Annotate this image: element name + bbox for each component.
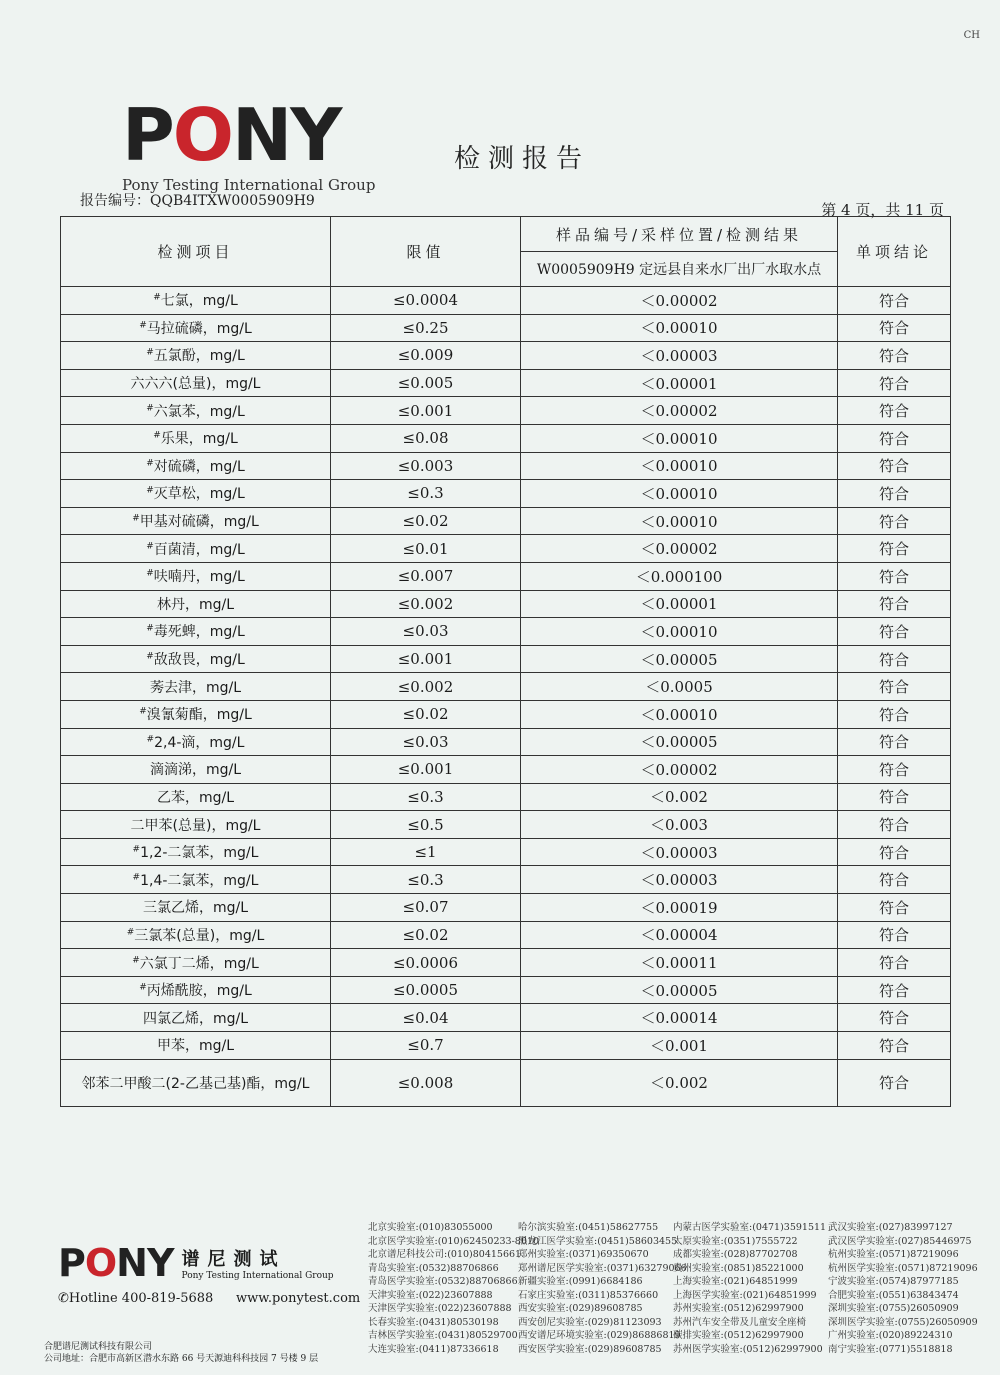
cnas-mark: # xyxy=(153,430,161,441)
cell-limit: ≤0.002 xyxy=(331,590,521,618)
cnas-mark: # xyxy=(146,734,155,745)
item-name: 敌敌畏，mg/L xyxy=(153,652,245,669)
lab-entry: 上海实验室:(021)64851999 xyxy=(673,1276,798,1287)
corner-mark: CH xyxy=(963,30,980,41)
cell-limit: ≤0.008 xyxy=(331,1059,521,1106)
lab-entry: 青岛医学实验室:(0532)88706866 xyxy=(368,1276,518,1287)
table-row xyxy=(61,838,951,866)
cell-item xyxy=(61,287,331,315)
cell-verdict: 符合 xyxy=(838,756,951,784)
report-title: 检测报告 xyxy=(454,144,591,174)
lab-entry: 贵州实验室:(0851)85221000 xyxy=(673,1262,804,1274)
hotline: ✆Hotline 400-819-5688 xyxy=(58,1291,214,1306)
lab-entry: 吉林医学实验室:(0431)80529700 xyxy=(368,1330,518,1341)
cell-verdict: 符合 xyxy=(838,1032,951,1060)
footer-en-name: Pony Testing International Group xyxy=(181,1271,334,1281)
logo-letter-o: O xyxy=(172,93,232,177)
lab-entry: 苏州汽车安全带及儿童安全座椅 xyxy=(673,1316,807,1328)
lab-entry: 北京实验室:(010)83055000 xyxy=(368,1222,493,1233)
header-limit: 限值 xyxy=(331,217,521,287)
cell-verdict: 符合 xyxy=(838,562,951,590)
lab-entry: 西安创尼实验室:(029)81123093 xyxy=(518,1316,662,1328)
cell-limit: ≤0.3 xyxy=(331,866,521,894)
table-row xyxy=(61,1059,951,1106)
cell-result: ＜0.00003 xyxy=(521,342,838,370)
table-row xyxy=(61,700,951,728)
item-name: 七氯，mg/L xyxy=(160,293,238,310)
table-row xyxy=(61,756,951,784)
cell-result: ＜0.00005 xyxy=(521,728,838,756)
table-row xyxy=(61,921,951,949)
item-name: 邻苯二甲酸二(2-乙基己基)酯，mg/L xyxy=(81,1075,310,1092)
cell-result: ＜0.00010 xyxy=(521,618,838,646)
lab-entry: 广州实验室:(020)89224310 xyxy=(828,1330,953,1341)
lab-entry: 内蒙古医学实验室:(0471)3591511 xyxy=(673,1222,827,1233)
cell-limit: ≤0.02 xyxy=(331,921,521,949)
cell-verdict: 符合 xyxy=(838,976,951,1004)
cell-limit: ≤0.02 xyxy=(331,700,521,728)
item-name: 毒死蜱，mg/L xyxy=(153,624,245,641)
cell-result: ＜0.00005 xyxy=(521,645,838,673)
header-sample-group: 样品编号/采样位置/检测结果 xyxy=(521,217,838,252)
lab-entry: 苏州实验室:(0512)62997900 xyxy=(673,1303,804,1314)
cell-verdict: 符合 xyxy=(838,507,951,535)
cell-verdict: 符合 xyxy=(838,314,951,342)
cell-verdict: 符合 xyxy=(838,645,951,673)
cell-item xyxy=(61,535,331,563)
cell-result: ＜0.00002 xyxy=(521,756,838,784)
cell-verdict: 符合 xyxy=(838,424,951,452)
cell-result: ＜0.00019 xyxy=(521,894,838,922)
company-address: 公司地址：合肥市高新区潜水东路 66 号天源迪科科技园 7 号楼 9 层 xyxy=(44,1354,319,1364)
item-name: 1,2-二氯苯，mg/L xyxy=(140,845,259,862)
item-name: 灭草松，mg/L xyxy=(153,486,245,503)
cell-item xyxy=(61,562,331,590)
lab-entry: 深圳实验室:(0755)26050909 xyxy=(828,1303,959,1314)
footer-logo xyxy=(58,1241,334,1285)
cell-verdict: 符合 xyxy=(838,1059,951,1106)
cell-result: ＜0.003 xyxy=(521,811,838,839)
cell-limit: ≤0.009 xyxy=(331,342,521,370)
cell-result: ＜0.00010 xyxy=(521,452,838,480)
pony-logo xyxy=(122,93,392,194)
cell-result: ＜0.00010 xyxy=(521,424,838,452)
lab-entry: 大连实验室:(0411)87336618 xyxy=(368,1343,499,1355)
cell-limit: ≤0.3 xyxy=(331,783,521,811)
cell-verdict: 符合 xyxy=(838,342,951,370)
cnas-mark: # xyxy=(146,347,154,358)
table-row xyxy=(61,287,951,315)
cell-result: ＜0.0005 xyxy=(521,673,838,701)
footer-logo-ny: NY xyxy=(116,1241,174,1285)
lab-entry: 天津医学实验室:(022)23607888 xyxy=(368,1303,512,1314)
cell-limit: ≤0.003 xyxy=(331,452,521,480)
cell-verdict: 符合 xyxy=(838,894,951,922)
item-name: 三氯乙烯，mg/L xyxy=(142,900,249,917)
cnas-mark: # xyxy=(139,982,147,993)
cell-limit: ≤1 xyxy=(331,838,521,866)
cell-item xyxy=(61,811,331,839)
lab-directory xyxy=(368,1221,988,1356)
cell-item xyxy=(61,838,331,866)
item-name: 四氯乙烯，mg/L xyxy=(142,1010,249,1027)
item-name: 百菌清，mg/L xyxy=(153,541,245,558)
footer-logo-o: O xyxy=(84,1241,117,1285)
page-indicator: 第 4 页，共 11 页 xyxy=(821,201,944,219)
cell-result: ＜0.00002 xyxy=(521,287,838,315)
table-row xyxy=(61,1032,951,1060)
table-row xyxy=(61,369,951,397)
cell-limit: ≤0.0006 xyxy=(331,949,521,977)
footer-cn-name: 谱尼测试 xyxy=(181,1249,286,1270)
table-row xyxy=(61,590,951,618)
table-row xyxy=(61,562,951,590)
header-verdict: 单项结论 xyxy=(838,217,951,287)
table-row xyxy=(61,783,951,811)
cell-limit: ≤0.03 xyxy=(331,728,521,756)
item-name: 六六六(总量)，mg/L xyxy=(130,376,261,393)
cell-item xyxy=(61,673,331,701)
cell-result: ＜0.00010 xyxy=(521,480,838,508)
table-row xyxy=(61,866,951,894)
cnas-mark: # xyxy=(126,927,135,938)
cell-limit: ≤0.001 xyxy=(331,645,521,673)
cell-limit: ≤0.7 xyxy=(331,1032,521,1060)
cell-limit: ≤0.01 xyxy=(331,535,521,563)
cell-result: ＜0.00014 xyxy=(521,1004,838,1032)
item-name: 五氯酚，mg/L xyxy=(153,348,245,365)
item-name: 对硫磷，mg/L xyxy=(153,458,245,475)
table-row xyxy=(61,949,951,977)
lab-entry: 杭州医学实验室:(0571)87219096 xyxy=(828,1262,978,1274)
cell-verdict: 符合 xyxy=(838,949,951,977)
cell-result: ＜0.00010 xyxy=(521,314,838,342)
cell-limit: ≤0.007 xyxy=(331,562,521,590)
cell-limit: ≤0.0005 xyxy=(331,976,521,1004)
cell-result: ＜0.000100 xyxy=(521,562,838,590)
cnas-mark: # xyxy=(132,872,141,883)
cell-result: ＜0.00010 xyxy=(521,700,838,728)
cell-limit: ≤0.03 xyxy=(331,618,521,646)
lab-entry: 石家庄实验室:(0311)85376660 xyxy=(518,1289,659,1301)
lab-entry: 郑州谱尼医学实验室:(0371)63279066 xyxy=(518,1262,687,1274)
cell-result: ＜0.00002 xyxy=(521,397,838,425)
logo-letters-ny: NY xyxy=(232,93,341,177)
cell-result: ＜0.00010 xyxy=(521,507,838,535)
lab-entry: 深圳医学实验室:(0755)26050909 xyxy=(828,1316,978,1328)
cell-limit: ≤0.25 xyxy=(331,314,521,342)
cell-verdict: 符合 xyxy=(838,811,951,839)
logo-subtitle: Pony Testing International Group xyxy=(122,176,376,194)
cell-verdict: 符合 xyxy=(838,921,951,949)
cnas-mark: # xyxy=(153,292,161,303)
table-row xyxy=(61,673,951,701)
cell-item xyxy=(61,1004,331,1032)
logo-letter-p: P xyxy=(122,93,173,177)
table-row xyxy=(61,342,951,370)
cell-item xyxy=(61,1059,331,1106)
cell-item xyxy=(61,976,331,1004)
item-name: 六氯丁二烯，mg/L xyxy=(139,955,259,972)
cell-item xyxy=(61,507,331,535)
cell-limit: ≤0.3 xyxy=(331,480,521,508)
lab-entry: 新疆实验室:(0991)6684186 xyxy=(518,1276,643,1287)
cnas-mark: # xyxy=(132,844,141,855)
cell-verdict: 符合 xyxy=(838,480,951,508)
cell-verdict: 符合 xyxy=(838,1004,951,1032)
cell-result: ＜0.001 xyxy=(521,1032,838,1060)
table-row xyxy=(61,618,951,646)
cell-item xyxy=(61,1032,331,1060)
cell-limit: ≤0.005 xyxy=(331,369,521,397)
cnas-mark: # xyxy=(146,403,154,414)
cell-verdict: 符合 xyxy=(838,618,951,646)
table-row xyxy=(61,976,951,1004)
lab-entry: 青岛实验室:(0532)88706866 xyxy=(368,1262,499,1274)
item-name: 林丹，mg/L xyxy=(156,596,235,613)
lab-entry: 合肥实验室:(0551)63843474 xyxy=(828,1289,959,1301)
cell-item xyxy=(61,949,331,977)
cell-item xyxy=(61,314,331,342)
cell-verdict: 符合 xyxy=(838,452,951,480)
lab-entry: 西安实验室:(029)89608785 xyxy=(518,1303,643,1314)
website-link[interactable]: www.ponytest.com xyxy=(236,1291,361,1306)
cell-item xyxy=(61,480,331,508)
item-name: 2,4-滴，mg/L xyxy=(154,734,245,751)
item-name: 甲苯，mg/L xyxy=(156,1038,235,1055)
cell-result: ＜0.00005 xyxy=(521,976,838,1004)
lab-entry: 黑龙江医学实验室:(0451)58603455 xyxy=(518,1235,678,1247)
lab-entry: 天津实验室:(022)23607888 xyxy=(368,1289,493,1301)
cell-limit: ≤0.001 xyxy=(331,756,521,784)
cell-verdict: 符合 xyxy=(838,838,951,866)
cnas-mark: # xyxy=(146,623,154,634)
cell-item xyxy=(61,452,331,480)
cell-item xyxy=(61,369,331,397)
footer xyxy=(0,1215,1000,1375)
cell-result: ＜0.002 xyxy=(521,783,838,811)
company-info xyxy=(44,1341,318,1365)
header-item: 检测项目 xyxy=(61,217,331,287)
cell-item xyxy=(61,342,331,370)
cell-limit: ≤0.001 xyxy=(331,397,521,425)
cell-item xyxy=(61,590,331,618)
cell-verdict: 符合 xyxy=(838,728,951,756)
cnas-mark: # xyxy=(146,485,154,496)
header-sample-id: W0005909H9 定远县自来水厂出厂水取水点 xyxy=(521,252,838,287)
cell-item xyxy=(61,756,331,784)
table-row xyxy=(61,811,951,839)
item-name: 乐果，mg/L xyxy=(160,431,238,448)
table-row xyxy=(61,728,951,756)
cell-result: ＜0.00003 xyxy=(521,838,838,866)
cnas-mark: # xyxy=(146,651,154,662)
results-table xyxy=(60,216,951,1107)
cell-item xyxy=(61,783,331,811)
cnas-mark: # xyxy=(146,568,154,579)
cell-verdict: 符合 xyxy=(838,535,951,563)
lab-entry: 武汉实验室:(027)83997127 xyxy=(828,1222,953,1233)
cell-limit: ≤0.08 xyxy=(331,424,521,452)
lab-entry: 西安医学实验室:(029)89608785 xyxy=(518,1343,662,1355)
item-name: 甲基对硫磷，mg/L xyxy=(139,514,259,531)
cell-item xyxy=(61,618,331,646)
cell-limit: ≤0.04 xyxy=(331,1004,521,1032)
cell-result: ＜0.00001 xyxy=(521,369,838,397)
lab-entry: 上海医学实验室:(021)64851999 xyxy=(673,1289,817,1301)
table-row xyxy=(61,452,951,480)
cell-limit: ≤0.002 xyxy=(331,673,521,701)
table-row xyxy=(61,397,951,425)
cnas-mark: # xyxy=(139,320,147,331)
cnas-mark: # xyxy=(132,513,140,524)
table-row xyxy=(61,894,951,922)
table-row xyxy=(61,1004,951,1032)
cnas-mark: # xyxy=(146,540,154,551)
lab-entry: 北京医学实验室:(010)62450233-8010 xyxy=(368,1235,539,1247)
item-name: 呋喃丹，mg/L xyxy=(153,569,245,586)
table-row xyxy=(61,424,951,452)
item-name: 乙苯，mg/L xyxy=(156,789,235,806)
cell-verdict: 符合 xyxy=(838,397,951,425)
lab-entry: 武汉医学实验室:(027)85446975 xyxy=(828,1235,972,1247)
item-name: 丙烯酰胺，mg/L xyxy=(146,983,252,1000)
table-row xyxy=(61,480,951,508)
cell-item xyxy=(61,921,331,949)
lab-entry: 郑州实验室:(0371)69350670 xyxy=(518,1249,649,1260)
cell-result: ＜0.00001 xyxy=(521,590,838,618)
cell-result: ＜0.00002 xyxy=(521,535,838,563)
lab-entry: 杭州实验室:(0571)87219096 xyxy=(828,1249,959,1260)
item-name: 三氯苯(总量)，mg/L xyxy=(134,927,265,944)
item-name: 滴滴涕，mg/L xyxy=(149,762,242,779)
table-row xyxy=(61,645,951,673)
cell-item xyxy=(61,894,331,922)
cell-result: ＜0.00011 xyxy=(521,949,838,977)
cell-verdict: 符合 xyxy=(838,866,951,894)
cnas-mark: # xyxy=(132,954,140,965)
cell-result: ＜0.00003 xyxy=(521,866,838,894)
item-name: 二甲苯(总量)，mg/L xyxy=(130,817,261,834)
item-name: 六氯苯，mg/L xyxy=(153,403,245,420)
item-name: 1,4-二氯苯，mg/L xyxy=(140,872,259,889)
table-row xyxy=(61,507,951,535)
cell-item xyxy=(61,700,331,728)
cell-verdict: 符合 xyxy=(838,783,951,811)
cell-verdict: 符合 xyxy=(838,590,951,618)
lab-entry: 宁波实验室:(0574)87977185 xyxy=(828,1276,959,1287)
cell-item xyxy=(61,866,331,894)
lab-entry: 长春实验室:(0431)80530198 xyxy=(368,1316,499,1328)
lab-entry: 南宁实验室:(0771)5518818 xyxy=(828,1343,953,1355)
lab-entry: 北京谱尼科技公司:(010)80415661 xyxy=(368,1249,522,1260)
cnas-mark: # xyxy=(146,458,154,469)
table-row xyxy=(61,314,951,342)
table-row xyxy=(61,535,951,563)
cell-item xyxy=(61,424,331,452)
cell-verdict: 符合 xyxy=(838,369,951,397)
cell-item xyxy=(61,728,331,756)
cell-verdict: 符合 xyxy=(838,287,951,315)
item-name: 莠去津，mg/L xyxy=(149,679,242,696)
cell-result: ＜0.002 xyxy=(521,1059,838,1106)
cell-verdict: 符合 xyxy=(838,700,951,728)
company-name: 合肥谱尼测试科技有限公司 xyxy=(44,1342,153,1352)
lab-entry: 太原实验室:(0351)7555722 xyxy=(673,1235,798,1247)
report-number: 报告编号：QQB4ITXW0005909H9 xyxy=(80,193,315,209)
cell-result: ＜0.00004 xyxy=(521,921,838,949)
cell-limit: ≤0.07 xyxy=(331,894,521,922)
lab-entry: 苏州医学实验室:(0512)62997900 xyxy=(673,1343,823,1355)
lab-entry: 哈尔滨实验室:(0451)58627755 xyxy=(518,1222,659,1233)
lab-entry: 碳排实验室:(0512)62997900 xyxy=(673,1330,804,1341)
lab-entry: 成都实验室:(028)87702708 xyxy=(673,1249,798,1260)
cell-verdict: 符合 xyxy=(838,673,951,701)
item-name: 溴氰菊酯，mg/L xyxy=(146,707,252,724)
cell-limit: ≤0.0004 xyxy=(331,287,521,315)
cell-limit: ≤0.02 xyxy=(331,507,521,535)
lab-entry: 西安谱尼环境实验室:(029)86886819 xyxy=(518,1330,681,1341)
cell-limit: ≤0.5 xyxy=(331,811,521,839)
cell-item xyxy=(61,645,331,673)
item-name: 马拉硫磷，mg/L xyxy=(146,320,252,337)
footer-logo-p: P xyxy=(58,1241,85,1285)
cell-item xyxy=(61,397,331,425)
cnas-mark: # xyxy=(139,706,147,717)
